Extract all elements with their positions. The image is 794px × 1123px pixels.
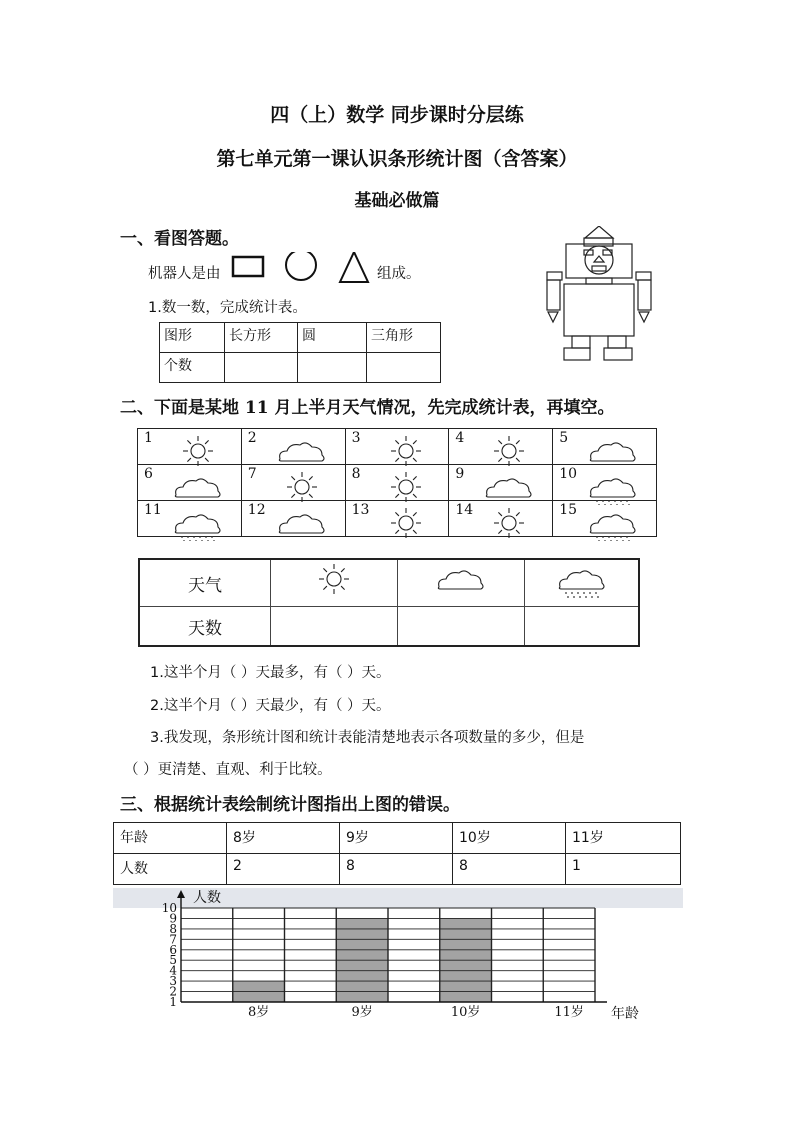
triangle-icon <box>340 252 368 282</box>
weather-day-cell <box>449 501 553 537</box>
weather-day-cell <box>449 429 553 465</box>
y-tick-label: 7 <box>169 932 177 947</box>
weather-day-cell <box>241 429 345 465</box>
day-number: 6 <box>144 466 153 482</box>
cloud-icon <box>431 563 491 599</box>
table-header: 圆 <box>298 323 367 353</box>
day-number: 11 <box>144 502 162 518</box>
table-header: 11岁 <box>566 823 681 854</box>
day-number: 8 <box>351 466 361 482</box>
answer-cell[interactable] <box>525 607 640 647</box>
weather-day-cell <box>553 501 657 537</box>
sun-icon <box>376 507 436 541</box>
section3-heading: 三、根据统计表绘制统计图指出上图的错误。 <box>120 795 460 815</box>
y-tick-label: 2 <box>169 984 177 999</box>
y-tick-label: 4 <box>169 963 177 978</box>
rain-icon <box>552 563 612 599</box>
table-cell: 2 <box>227 854 340 885</box>
stat-row2-label: 天数 <box>139 607 271 647</box>
section2-q2: 2.这半个月（ ）天最少，有（ ）天。 <box>150 698 391 714</box>
circle-icon <box>286 252 316 280</box>
weather-day-cell <box>449 465 553 501</box>
section1-heading: 一、看图答题。 <box>120 229 239 249</box>
sun-icon <box>479 507 539 541</box>
robot-figure <box>542 226 662 366</box>
robot-suffix: 组成。 <box>377 266 421 282</box>
section2-q3a: 3.我发现，条形统计图和统计表能清楚地表示各项数量的多少，但是 <box>150 730 585 746</box>
table-cell: 8 <box>340 854 453 885</box>
answer-cell[interactable] <box>271 607 398 647</box>
day-number: 2 <box>247 430 257 446</box>
weather-day-cell <box>345 465 449 501</box>
day-number: 13 <box>351 502 370 518</box>
table-header: 图形 <box>160 323 225 353</box>
answer-cell[interactable] <box>398 607 525 647</box>
weather-day-cell <box>553 429 657 465</box>
table-cell: 人数 <box>114 854 227 885</box>
age-bar-chart <box>113 888 683 1024</box>
table-header: 10岁 <box>453 823 566 854</box>
robot-sentence <box>148 262 221 283</box>
weather-day-cell <box>138 465 242 501</box>
weather-calendar <box>137 428 657 537</box>
x-tick-label: 11岁 <box>554 1005 584 1020</box>
answer-cell[interactable] <box>367 353 441 383</box>
y-tick-label: 9 <box>169 911 177 926</box>
answer-cell[interactable] <box>298 353 367 383</box>
age-table <box>113 822 681 885</box>
day-number: 5 <box>559 430 569 446</box>
table-header: 年龄 <box>114 823 227 854</box>
weather-day-cell <box>345 501 449 537</box>
day-number: 10 <box>559 466 578 482</box>
weather-day-cell <box>241 501 345 537</box>
day-number: 3 <box>351 430 361 446</box>
table-cell: 1 <box>566 854 681 885</box>
section2-heading: 二、下面是某地 11 月上半月天气情况，先完成统计表，再填空。 <box>120 398 615 418</box>
table-cell: 8 <box>453 854 566 885</box>
y-tick-label: 8 <box>169 921 177 936</box>
y-tick-label: 6 <box>169 942 177 957</box>
weather-stat-table <box>138 558 640 647</box>
x-tick-label: 8岁 <box>247 1005 270 1020</box>
day-number: 9 <box>455 466 465 482</box>
stat-row1-label: 天气 <box>139 559 271 607</box>
y-tick-label: 3 <box>169 974 177 989</box>
table-row-label: 个数 <box>160 353 225 383</box>
table-header: 三角形 <box>367 323 441 353</box>
table-header: 8岁 <box>227 823 340 854</box>
weather-day-cell <box>345 429 449 465</box>
stat-icon-cell <box>525 559 640 607</box>
shape-legend <box>230 252 378 286</box>
rain-icon <box>168 507 228 541</box>
weather-day-cell <box>138 429 242 465</box>
section1-q1: 1.数一数，完成统计表。 <box>148 300 307 316</box>
day-number: 15 <box>559 502 578 518</box>
table-header: 9岁 <box>340 823 453 854</box>
weather-day-cell <box>138 501 242 537</box>
y-tick-label: 5 <box>169 953 177 968</box>
section2-q1: 1.这半个月（ ）天最多，有（ ）天。 <box>150 665 391 681</box>
doc-section-title: 基础必做篇 <box>354 191 440 211</box>
day-number: 4 <box>455 430 465 446</box>
stat-icon-cell <box>271 559 398 607</box>
weather-day-cell <box>241 465 345 501</box>
y-tick-label: 10 <box>161 901 177 915</box>
day-number: 1 <box>144 430 153 446</box>
y-tick-label: 1 <box>169 995 177 1009</box>
weather-day-cell <box>553 465 657 501</box>
day-number: 12 <box>247 502 266 518</box>
y-axis-title: 人数 <box>193 890 221 906</box>
table-header: 长方形 <box>225 323 298 353</box>
x-axis-title: 年龄 <box>611 1006 639 1022</box>
day-number: 14 <box>455 502 474 518</box>
cloud-icon <box>272 507 332 541</box>
doc-subtitle: 第七单元第一课认识条形统计图（含答案） <box>216 148 578 170</box>
robot-prefix: 机器人是由 <box>148 266 221 282</box>
day-number: 7 <box>247 466 257 482</box>
answer-cell[interactable] <box>225 353 298 383</box>
x-tick-label: 10岁 <box>450 1005 481 1020</box>
stat-icon-cell <box>398 559 525 607</box>
x-tick-label: 9岁 <box>351 1005 373 1020</box>
rectangle-icon <box>233 257 263 276</box>
doc-title: 四（上）数学 同步课时分层练 <box>270 104 524 126</box>
rain-icon <box>583 507 643 541</box>
section2-q3b: （ ）更清楚、直观、利于比较。 <box>124 762 332 778</box>
sun-icon <box>304 563 364 599</box>
shape-count-table <box>159 322 441 383</box>
